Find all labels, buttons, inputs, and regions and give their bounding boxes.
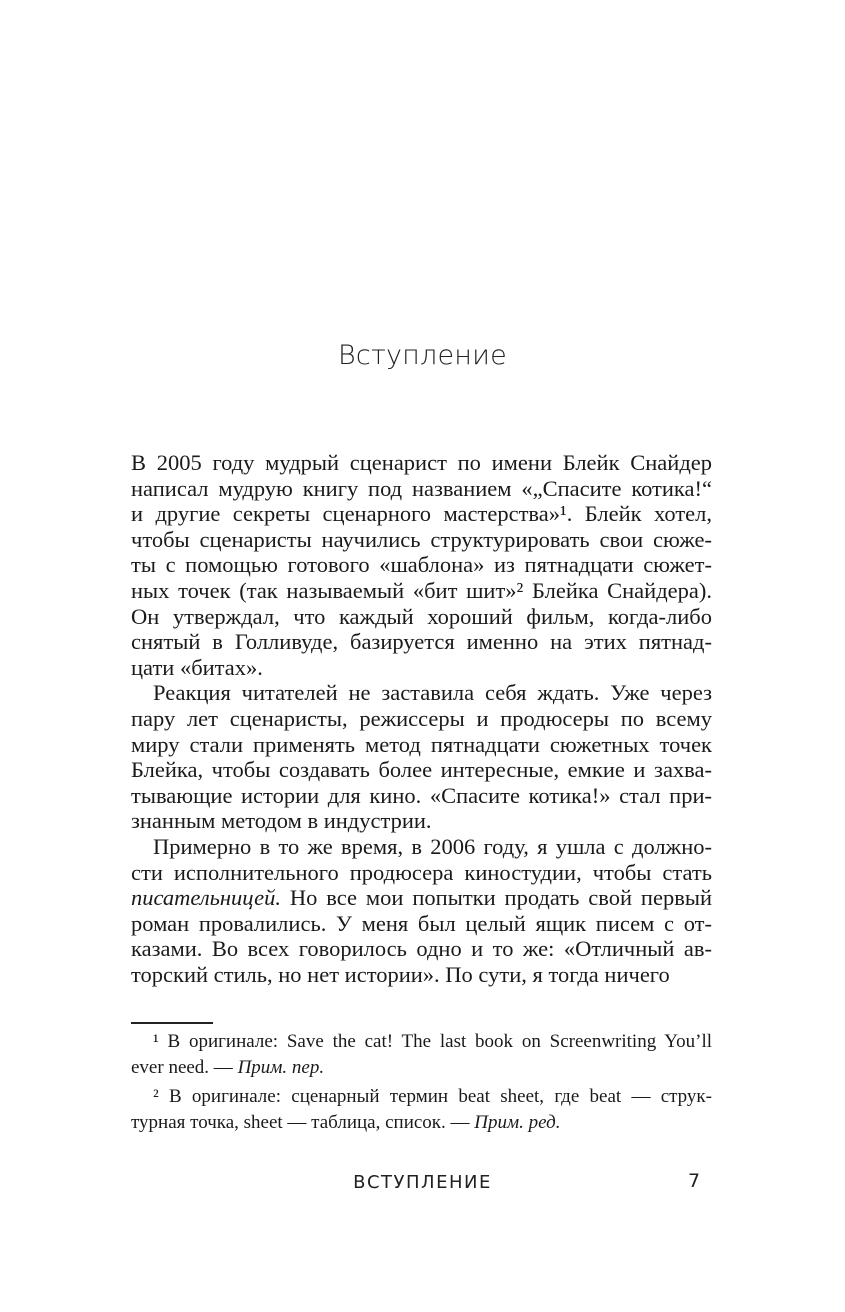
footnotes — [131, 1029, 712, 1136]
text-segment: ever need. — — [131, 1057, 238, 1078]
page-number: 7 — [688, 1170, 701, 1192]
running-footer-title: ВСТУПЛЕНИЕ — [353, 1172, 492, 1193]
footnote-line: ² В оригинале: сценарный термин beat sheet, где beat — струк- — [153, 1086, 712, 1107]
body-line: миру стали применять метод пятнадцати сюжетных точек — [131, 731, 712, 757]
footnote-line — [131, 1055, 712, 1081]
italic-text: Прим. пер. — [237, 1057, 325, 1078]
italic-text: Прим. ред. — [474, 1112, 561, 1133]
body-line — [131, 885, 712, 911]
text-segment: турная точка, sheet — таблица, список. — — [131, 1112, 475, 1133]
body-line: снятый в Голливуде, базируется именно на этих пятнад- — [131, 629, 712, 655]
body-line: ных точек (так называемый «бит шит»² Блейка Снайдера). — [131, 577, 712, 603]
body-line: тывающие истории для кино. «Спасите котика!» стал при- — [131, 782, 712, 808]
body-line: Он утверждал, что каждый хороший фильм, когда-либо — [131, 603, 712, 629]
body-line: написал мудрую книгу под названием «„Спасите котика!“ — [131, 475, 712, 501]
body-text — [131, 450, 712, 987]
body-line: казами. Во всех говорилось одно и то же: «Отличный ав- — [131, 936, 712, 962]
body-line: Реакция читателей не заставила себя ждать. Уже через — [153, 680, 712, 706]
body-line: знанным методом в индустрии. — [131, 808, 432, 834]
body-line: цати «битах». — [131, 654, 263, 680]
body-line: чтобы сценаристы научились структурировать свои сюже- — [131, 526, 712, 552]
body-line: торский стиль, но нет истории». По сути, я тогда ничего — [131, 961, 670, 987]
footnote-separator — [131, 1022, 213, 1024]
body-line: Блейка, чтобы создавать более интересные, емкие и захва- — [131, 757, 712, 783]
italic-text: писательницей. — [131, 885, 281, 911]
chapter-title: Вступление — [338, 340, 507, 371]
body-line: роман провалились. У меня был целый ящик писем с от- — [131, 910, 712, 936]
footnote-line — [131, 1110, 712, 1136]
body-line: В 2005 году мудрый сценарист по имени Блейк Снайдер — [131, 450, 712, 475]
body-line: пару лет сценаристы, режиссеры и продюсеры по всему — [131, 705, 712, 731]
body-line: и другие секреты сценарного мастерства»¹. Блейк хотел, — [131, 501, 712, 527]
body-line: сти исполнительного продюсера киностудии, чтобы стать — [131, 859, 712, 885]
text-segment: Но все мои попытки продать свой первый — [280, 885, 712, 911]
body-line: Примерно в то же время, в 2006 году, я ушла с должно- — [153, 833, 712, 859]
footnote-line: ¹ В оригинале: Save the cat! The last book on Screenwriting You’ll — [153, 1031, 712, 1052]
body-line: ты с помощью готового «шаблона» из пятнадцати сюжет- — [131, 552, 712, 578]
